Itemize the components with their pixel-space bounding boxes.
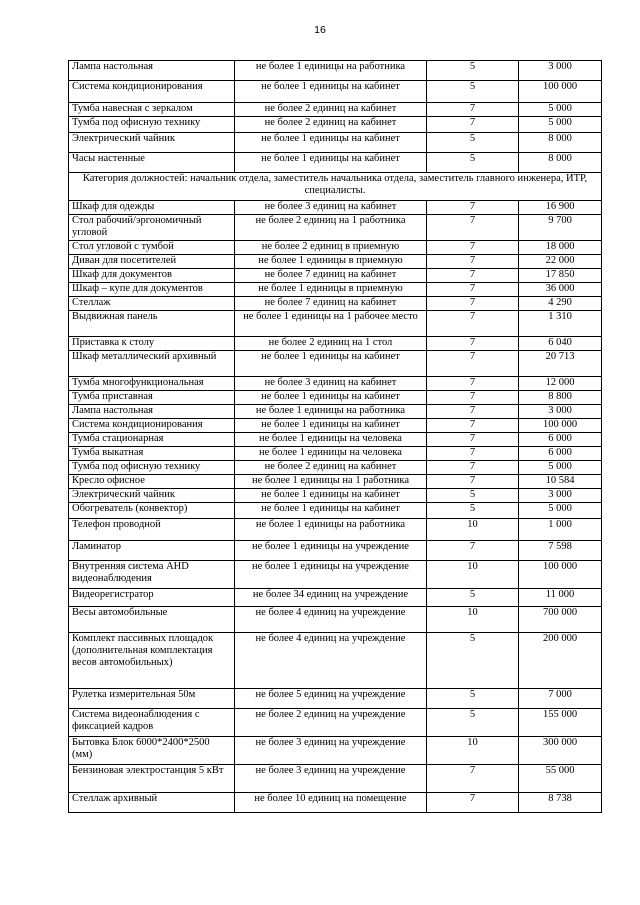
item-name: Шкаф для одежды — [69, 201, 235, 215]
item-price: 8 800 — [519, 391, 602, 405]
table-row — [69, 405, 602, 419]
item-name: Бытовка Блок 6000*2400*2500 (мм) — [69, 737, 235, 765]
item-name: Диван для посетителей — [69, 255, 235, 269]
item-service-life: 10 — [427, 519, 519, 541]
page-number: 16 — [314, 24, 326, 36]
item-norm: не более 1 единицы на кабинет — [235, 133, 427, 153]
item-price: 300 000 — [519, 737, 602, 765]
table-row — [69, 297, 602, 311]
item-service-life: 5 — [427, 133, 519, 153]
item-norm: не более 1 единицы на человека — [235, 433, 427, 447]
item-service-life: 7 — [427, 241, 519, 255]
item-name: Стол рабочий/эргономичный угловой — [69, 215, 235, 241]
item-name: Лампа настольная — [69, 405, 235, 419]
category-row — [69, 173, 602, 201]
category-heading: Категория должностей: начальник отдела, заместитель начальника отдела, заместитель главного инженера, ИТР, специалисты. — [69, 173, 602, 201]
item-price: 3 000 — [519, 405, 602, 419]
item-name: Ламинатор — [69, 541, 235, 561]
item-name: Рулетка измерительная 50м — [69, 689, 235, 709]
item-name: Стеллаж архивный — [69, 793, 235, 813]
item-service-life: 7 — [427, 447, 519, 461]
item-service-life: 5 — [427, 153, 519, 173]
table-row — [69, 461, 602, 475]
item-service-life: 10 — [427, 737, 519, 765]
item-norm: не более 4 единиц на учреждение — [235, 607, 427, 633]
item-norm: не более 5 единиц на учреждение — [235, 689, 427, 709]
item-price: 5 000 — [519, 117, 602, 133]
item-norm: не более 2 единиц на кабинет — [235, 103, 427, 117]
item-name: Телефон проводной — [69, 519, 235, 541]
table-row — [69, 61, 602, 81]
table-row — [69, 737, 602, 765]
item-norm: не более 2 единиц на кабинет — [235, 117, 427, 133]
item-name: Тумба многофункциональная — [69, 377, 235, 391]
table-row — [69, 241, 602, 255]
item-service-life: 7 — [427, 337, 519, 351]
item-service-life: 7 — [427, 391, 519, 405]
item-service-life: 5 — [427, 709, 519, 737]
item-norm: не более 2 единиц на 1 работника — [235, 215, 427, 241]
item-price: 1 000 — [519, 519, 602, 541]
item-norm: не более 1 единицы на кабинет — [235, 503, 427, 519]
item-price: 8 000 — [519, 133, 602, 153]
item-price: 22 000 — [519, 255, 602, 269]
item-norm: не более 3 единиц на учреждение — [235, 765, 427, 793]
item-name: Электрический чайник — [69, 133, 235, 153]
item-price: 18 000 — [519, 241, 602, 255]
table-row — [69, 311, 602, 337]
item-service-life: 7 — [427, 117, 519, 133]
norms-table — [68, 60, 602, 813]
item-service-life: 5 — [427, 503, 519, 519]
item-norm: не более 1 единицы на учреждение — [235, 541, 427, 561]
item-price: 8 738 — [519, 793, 602, 813]
item-name: Тумба под офисную технику — [69, 461, 235, 475]
item-price: 10 584 — [519, 475, 602, 489]
item-name: Внутренняя система AHD видеонаблюдения — [69, 561, 235, 589]
item-name: Приставка к столу — [69, 337, 235, 351]
item-name: Электрический чайник — [69, 489, 235, 503]
item-norm: не более 3 единиц на кабинет — [235, 377, 427, 391]
item-price: 155 000 — [519, 709, 602, 737]
item-name: Тумба под офисную технику — [69, 117, 235, 133]
item-price: 1 310 — [519, 311, 602, 337]
item-norm: не более 1 единицы на кабинет — [235, 351, 427, 377]
item-price: 6 040 — [519, 337, 602, 351]
table-row — [69, 489, 602, 503]
item-price: 16 900 — [519, 201, 602, 215]
item-service-life: 5 — [427, 633, 519, 689]
table-row — [69, 377, 602, 391]
item-price: 700 000 — [519, 607, 602, 633]
item-service-life: 5 — [427, 61, 519, 81]
item-norm: не более 1 единицы в приемную — [235, 255, 427, 269]
table-row — [69, 133, 602, 153]
item-name: Видеорегистратор — [69, 589, 235, 607]
item-name: Система видеонаблюдения с фиксацией кадров — [69, 709, 235, 737]
item-service-life: 7 — [427, 405, 519, 419]
item-norm: не более 7 единиц на кабинет — [235, 269, 427, 283]
item-service-life: 7 — [427, 255, 519, 269]
item-name: Бензиновая электростанция 5 кВт — [69, 765, 235, 793]
item-price: 8 000 — [519, 153, 602, 173]
item-price: 6 000 — [519, 447, 602, 461]
item-norm: не более 1 единицы в приемную — [235, 283, 427, 297]
item-service-life: 5 — [427, 589, 519, 607]
item-name: Система кондиционирования — [69, 81, 235, 103]
item-service-life: 7 — [427, 311, 519, 337]
table-row — [69, 519, 602, 541]
table-row — [69, 269, 602, 283]
table-row — [69, 561, 602, 589]
item-service-life: 7 — [427, 765, 519, 793]
item-price: 55 000 — [519, 765, 602, 793]
table-row — [69, 215, 602, 241]
table-row — [69, 201, 602, 215]
item-name: Тумба навесная с зеркалом — [69, 103, 235, 117]
item-norm: не более 2 единиц на кабинет — [235, 461, 427, 475]
item-name: Тумба стационарная — [69, 433, 235, 447]
table-row — [69, 689, 602, 709]
item-name: Кресло офисное — [69, 475, 235, 489]
item-service-life: 7 — [427, 283, 519, 297]
item-price: 100 000 — [519, 419, 602, 433]
item-name: Комплект пассивных площадок (дополнительная комплектация весов автомобильных) — [69, 633, 235, 689]
item-name: Весы автомобильные — [69, 607, 235, 633]
item-service-life: 7 — [427, 297, 519, 311]
item-price: 9 700 — [519, 215, 602, 241]
table-row — [69, 633, 602, 689]
item-name: Система кондиционирования — [69, 419, 235, 433]
item-norm: не более 3 единиц на учреждение — [235, 737, 427, 765]
item-norm: не более 2 единиц на учреждение — [235, 709, 427, 737]
item-price: 11 000 — [519, 589, 602, 607]
item-service-life: 7 — [427, 215, 519, 241]
item-service-life: 7 — [427, 419, 519, 433]
item-norm: не более 1 единицы на работника — [235, 405, 427, 419]
item-name: Шкаф – купе для документов — [69, 283, 235, 297]
item-name: Часы настенные — [69, 153, 235, 173]
table-row — [69, 255, 602, 269]
table-row — [69, 103, 602, 117]
table-row — [69, 607, 602, 633]
item-service-life: 7 — [427, 351, 519, 377]
item-price: 5 000 — [519, 503, 602, 519]
item-price: 20 713 — [519, 351, 602, 377]
table-row — [69, 337, 602, 351]
table-row — [69, 793, 602, 813]
item-service-life: 7 — [427, 475, 519, 489]
item-norm: не более 1 единицы на кабинет — [235, 391, 427, 405]
item-norm: не более 1 единицы на человека — [235, 447, 427, 461]
item-service-life: 7 — [427, 541, 519, 561]
item-service-life: 7 — [427, 201, 519, 215]
table-row — [69, 475, 602, 489]
item-service-life: 7 — [427, 461, 519, 475]
item-service-life: 10 — [427, 561, 519, 589]
item-price: 5 000 — [519, 461, 602, 475]
item-norm: не более 1 единицы на работника — [235, 519, 427, 541]
table-row — [69, 81, 602, 103]
item-price: 5 000 — [519, 103, 602, 117]
item-name: Тумба выкатная — [69, 447, 235, 461]
table-row — [69, 503, 602, 519]
table-row — [69, 283, 602, 297]
table-row — [69, 391, 602, 405]
table-row — [69, 765, 602, 793]
table-row — [69, 541, 602, 561]
item-price: 6 000 — [519, 433, 602, 447]
table-row — [69, 433, 602, 447]
item-norm: не более 1 единицы на работника — [235, 61, 427, 81]
item-price: 100 000 — [519, 561, 602, 589]
item-norm: не более 10 единиц на помещение — [235, 793, 427, 813]
item-service-life: 7 — [427, 433, 519, 447]
item-price: 3 000 — [519, 61, 602, 81]
item-name: Тумба приставная — [69, 391, 235, 405]
item-norm: не более 34 единиц на учреждение — [235, 589, 427, 607]
item-norm: не более 1 единицы на кабинет — [235, 419, 427, 433]
table-row — [69, 589, 602, 607]
item-price: 4 290 — [519, 297, 602, 311]
item-name: Стеллаж — [69, 297, 235, 311]
item-service-life: 7 — [427, 377, 519, 391]
table-row — [69, 447, 602, 461]
table-row — [69, 153, 602, 173]
item-norm: не более 2 единиц в приемную — [235, 241, 427, 255]
item-service-life: 7 — [427, 793, 519, 813]
item-norm: не более 7 единиц на кабинет — [235, 297, 427, 311]
item-norm: не более 4 единиц на учреждение — [235, 633, 427, 689]
item-name: Выдвижная панель — [69, 311, 235, 337]
item-norm: не более 2 единиц на 1 стол — [235, 337, 427, 351]
item-name: Шкаф металлический архивный — [69, 351, 235, 377]
item-norm: не более 1 единицы на кабинет — [235, 489, 427, 503]
item-price: 7 000 — [519, 689, 602, 709]
item-norm: не более 1 единицы на кабинет — [235, 153, 427, 173]
item-price: 200 000 — [519, 633, 602, 689]
item-service-life: 7 — [427, 103, 519, 117]
item-service-life: 5 — [427, 81, 519, 103]
item-service-life: 7 — [427, 269, 519, 283]
item-name: Лампа настольная — [69, 61, 235, 81]
item-norm: не более 1 единицы на кабинет — [235, 81, 427, 103]
table-row — [69, 709, 602, 737]
item-service-life: 10 — [427, 607, 519, 633]
table-row — [69, 351, 602, 377]
item-name: Шкаф для документов — [69, 269, 235, 283]
item-price: 36 000 — [519, 283, 602, 297]
table-row — [69, 419, 602, 433]
item-service-life: 5 — [427, 689, 519, 709]
table-row — [69, 117, 602, 133]
item-name: Обогреватель (конвектор) — [69, 503, 235, 519]
item-norm: не более 1 единицы на 1 работника — [235, 475, 427, 489]
item-price: 12 000 — [519, 377, 602, 391]
item-service-life: 5 — [427, 489, 519, 503]
item-norm: не более 1 единицы на учреждение — [235, 561, 427, 589]
item-price: 100 000 — [519, 81, 602, 103]
item-price: 7 598 — [519, 541, 602, 561]
item-price: 3 000 — [519, 489, 602, 503]
item-name: Стол угловой с тумбой — [69, 241, 235, 255]
item-price: 17 850 — [519, 269, 602, 283]
item-norm: не более 1 единицы на 1 рабочее место — [235, 311, 427, 337]
item-norm: не более 3 единиц на кабинет — [235, 201, 427, 215]
